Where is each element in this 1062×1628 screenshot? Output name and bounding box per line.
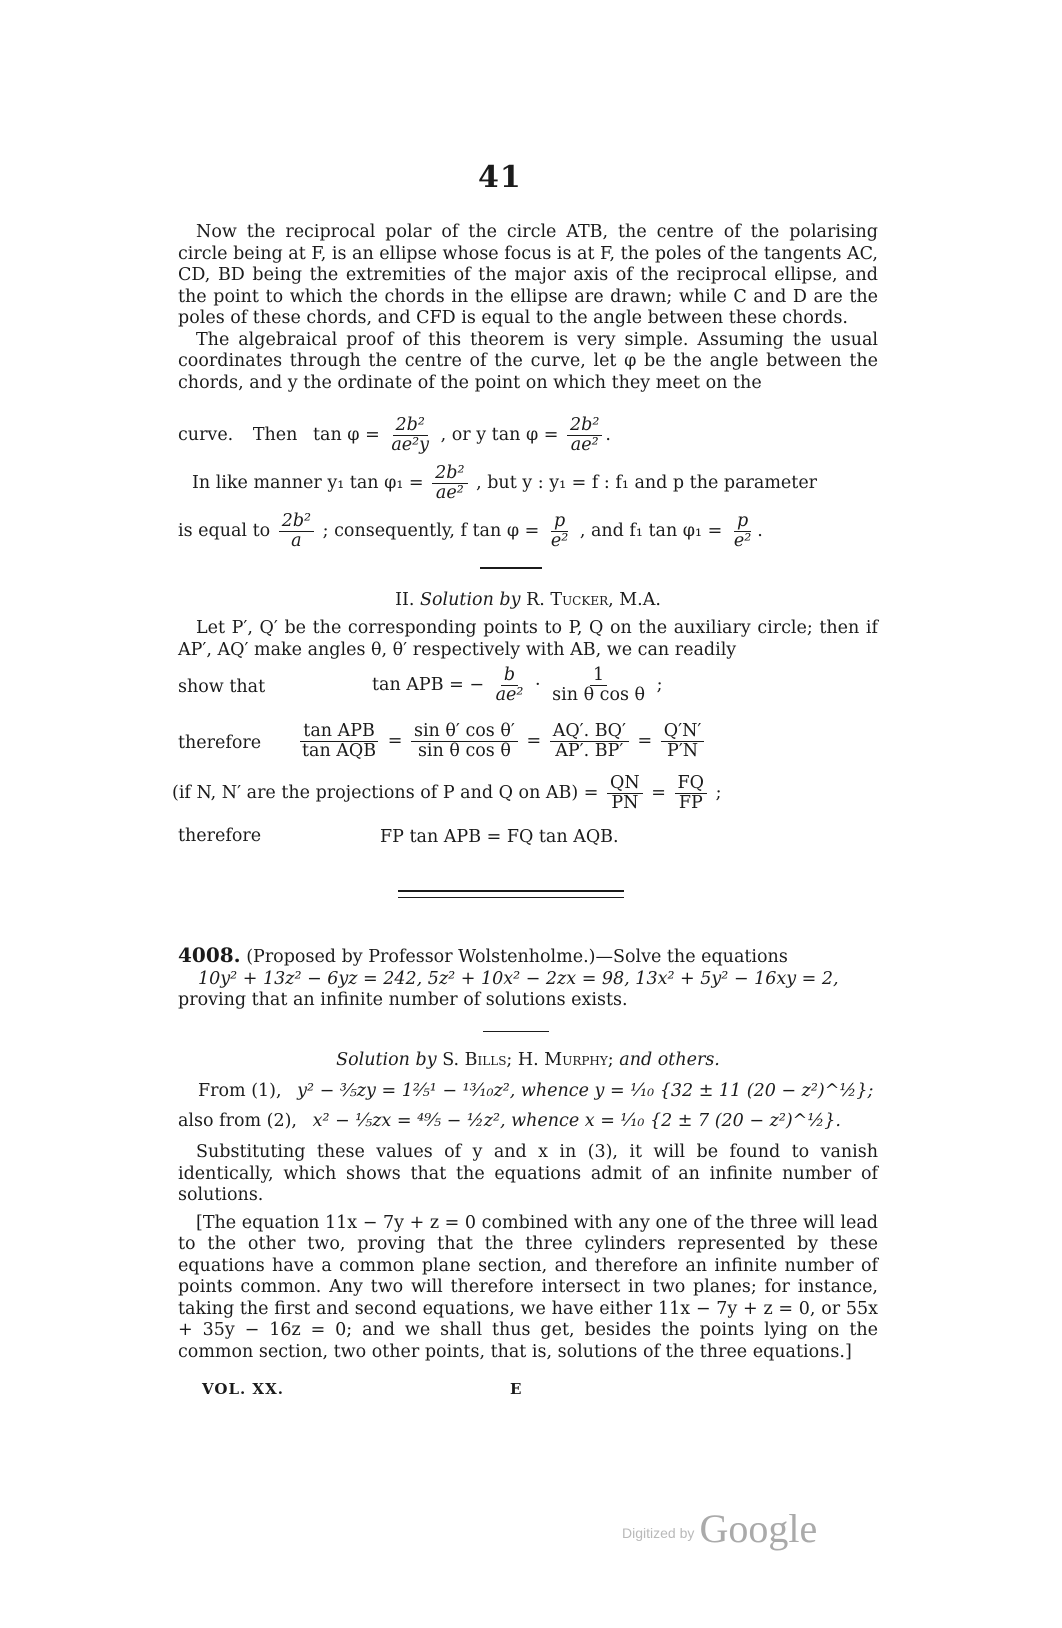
- part1-paragraph-2: The algebraical proof of this theorem is very simple. Assuming the usual coordinates through the centre of the curve, let φ be the angle between the chords, and y the ordinate of the point on which they meet on the: [178, 329, 878, 393]
- solution-paragraph-1: Substituting these values of y and x in (3), it will be found to vanish identically, which shows that the equations admit of an infinite number of solutions.: [178, 1142, 878, 1205]
- fraction-2b2-ae2y: $\frac{\text{2b²}}{\text{ae²y}}$: [391, 415, 430, 455]
- problem-equations: 10y² + 13z² − 6yz = 242, 5z² + 10x² − 2zx = 98, 13x² + 5y² − 16xy = 2,: [198, 968, 839, 989]
- equation-in-like-manner: In like manner y₁ tan φ₁ = $\frac{\text{2b²}}{\text{ae²}}$ , but y : y₁ = f : f₁ and p the parameter: [192, 463, 818, 503]
- google-logo: Google: [699, 1506, 818, 1551]
- equation-projections: (if N, N′ are the projections of P and Q on AB) = $\frac{QN}{PN}$ = $\frac{FQ}{FP}$ ;: [172, 773, 722, 813]
- divider-short-2: [483, 1031, 549, 1032]
- part2-text: [178, 618, 878, 661]
- equation-final: FP tan APB = FQ tan AQB.: [380, 827, 619, 847]
- divider-short: [480, 567, 542, 569]
- solution-2-heading: II. Solution by R. Tucker, M.A.: [395, 590, 661, 610]
- equation-from-2: also from (2), x² − ⅕zx = ⁴⁹⁄₅ − ½z², whence x = ¹⁄₁₀ {2 ± 7 (20 − z²)^½}.: [178, 1111, 841, 1131]
- volume-label: VOL. XX.: [202, 1380, 284, 1398]
- problem-proving: proving that an infinite number of solutions exists.: [178, 990, 628, 1010]
- equation-tan-apb: tan APB = − $\frac{b}{\text{ae²}}$ · $\frac{1}{\text{sin θ cos θ}}$ ;: [372, 665, 663, 705]
- google-watermark: Digitized by Google: [622, 1506, 818, 1551]
- equation-curve-tan-phi: curve. Then tan φ = $\frac{\text{2b²}}{\text{ae²y}}$ , or y tan φ = $\frac{\text{2b²}}{\text{ae²}}$ .: [178, 415, 611, 455]
- page-number: 41: [478, 160, 522, 195]
- solution-paragraph-2: [The equation 11x − 7y + z = 0 combined with any one of the three will lead to the other two, proving that the three cylinders represented by these equations have a common plane section, and therefore an infinite number of points common. Any two will therefore intersect in two planes; for instance, taking the first and second equations, we have either 11x − 7y + z = 0, or 55x + 35y − 16z = 0; and we shall thus get, besides the points lying on the common section, two other points, that is, solutions of the three equations.]: [178, 1212, 878, 1362]
- fraction-p-e2-b: $\frac{p}{\text{e²}}$: [733, 511, 752, 551]
- label-therefore-2: therefore: [178, 826, 262, 846]
- part2-paragraph-1: Let P′, Q′ be the corresponding points to P, Q on the auxiliary circle; then if AP′, AQ′ make angles θ, θ′ respectively with AB, we can readily: [178, 618, 878, 660]
- part1-text: [178, 222, 878, 394]
- equation-consequently: is equal to $\frac{\text{2b²}}{a}$ ; consequently, f tan φ = $\frac{p}{\text{e²}}$ , and f₁ tan φ₁ = $\frac{p}{\text{e²}}$ .: [178, 511, 763, 551]
- fraction-p-e2: $\frac{p}{\text{e²}}$: [550, 511, 569, 551]
- problem-statement: 4008. (Proposed by Professor Wolstenholme.)—Solve the equations: [178, 943, 788, 967]
- fraction-2b2-ae2: $\frac{\text{2b²}}{\text{ae²}}$: [567, 416, 602, 455]
- solution-4008-heading: Solution by S. Bills; H. Murphy; and others.: [336, 1050, 720, 1070]
- signature-mark: E: [510, 1380, 523, 1398]
- equation-ratio: $\frac{\text{tan APB}}{\text{tan AQB}}$ = $\frac{\text{sin θ′ cos θ′}}{\text{sin θ cos θ}}$ = $\frac{AQ'. BQ'}{AP'. BP'}$ = $\frac{Q'N'}{P'N}$: [296, 722, 707, 761]
- divider-double-top: [398, 890, 624, 892]
- fraction-2b2-a: $\frac{\text{2b²}}{a}$: [279, 512, 314, 551]
- label-therefore-1: therefore: [178, 733, 262, 753]
- label-show-that: show that: [178, 677, 266, 697]
- fraction-2b2-ae2-b: $\frac{\text{2b²}}{\text{ae²}}$: [432, 464, 467, 503]
- part1-paragraph-1: Now the reciprocal polar of the circle ATB, the centre of the polarising circle being at F, is an ellipse whose focus is at F, the poles of the tangents AC, CD, BD being the extremities of the major axis of the reciprocal ellipse, and the point to which the chords in the ellipse are drawn; while C and D are the poles of these chords, and CFD is equal to the angle between these chords.: [178, 222, 878, 328]
- solution-text: [178, 1142, 878, 1363]
- divider-double-bottom: [398, 897, 624, 898]
- problem-4008: [178, 945, 878, 1012]
- equation-from-1: From (1), y² − ⅗zy = 1²⁄₅¹ − ¹³⁄₁₀z², whence y = ¹⁄₁₀ {32 ± 11 (20 − z²)^½};: [198, 1081, 874, 1101]
